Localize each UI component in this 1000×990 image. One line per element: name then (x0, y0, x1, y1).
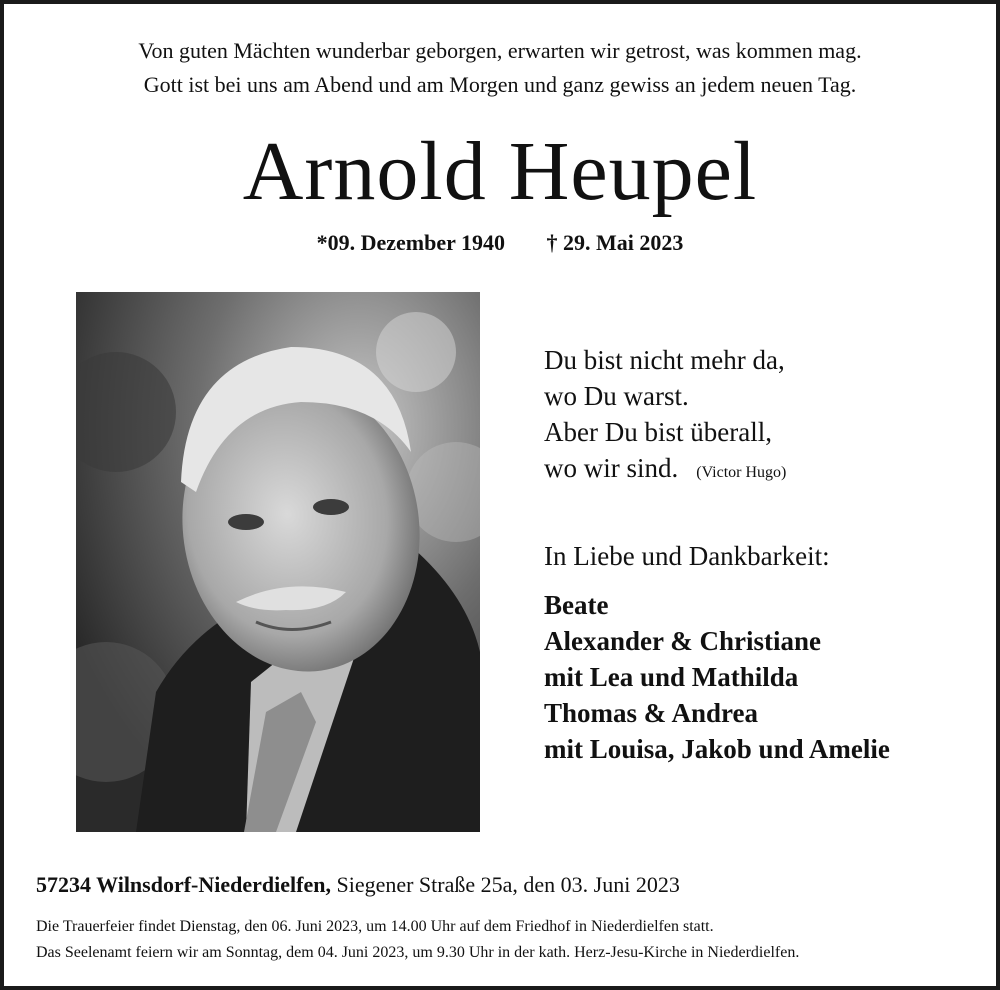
service-notes (36, 914, 799, 966)
poem-author: (Victor Hugo) (696, 464, 787, 481)
portrait-image (76, 292, 480, 832)
poem (544, 342, 984, 491)
poem-line-3: Aber Du bist überall, (544, 417, 772, 447)
motto-line-1: Von guten Mächten wunderbar geborgen, erwarten wir getrost, was kommen mag. (138, 38, 862, 63)
life-dates (4, 230, 996, 256)
motto-verse (4, 34, 996, 102)
thanks-line: In Liebe und Dankbarkeit: (544, 541, 830, 571)
birth-date: *09. Dezember 1940 (316, 230, 505, 255)
right-column (544, 342, 984, 767)
family-list (544, 587, 984, 767)
poem-line-4 (544, 450, 984, 491)
family-member: Alexander & Christiane (544, 626, 821, 656)
poem-line-2: wo Du warst. (544, 381, 689, 411)
family-member: Beate (544, 590, 609, 620)
requiem-note: Das Seelenamt feiern wir am Sonntag, dem 04. Juni 2023, um 9.30 Uhr in der kath. Herz-Jesu-Kirche in Niederdielfen. (36, 944, 800, 961)
address-line (36, 872, 680, 898)
family-member: Thomas & Andrea (544, 698, 759, 728)
poem-line-4-text: wo wir sind. (544, 453, 679, 483)
family-member: mit Louisa, Jakob und Amelie (544, 734, 890, 764)
deceased-name: Arnold Heupel (242, 125, 758, 218)
death-date: † 29. Mai 2023 (546, 230, 684, 255)
motto-line-2: Gott ist bei uns am Abend und am Morgen und ganz gewiss an jedem neuen Tag. (143, 72, 857, 97)
family-member: mit Lea und Mathilda (544, 662, 799, 692)
funeral-note: Die Trauerfeier findet Dienstag, den 06. Juni 2023, um 14.00 Uhr auf dem Friedhof in Niederdielfen statt. (36, 918, 714, 935)
address-place: 57234 Wilnsdorf-Niederdielfen, (36, 872, 331, 897)
address-rest: Siegener Straße 25a, den 03. Juni 2023 (330, 872, 680, 897)
portrait-photo (76, 292, 480, 832)
poem-line-1: Du bist nicht mehr da, (544, 345, 785, 375)
